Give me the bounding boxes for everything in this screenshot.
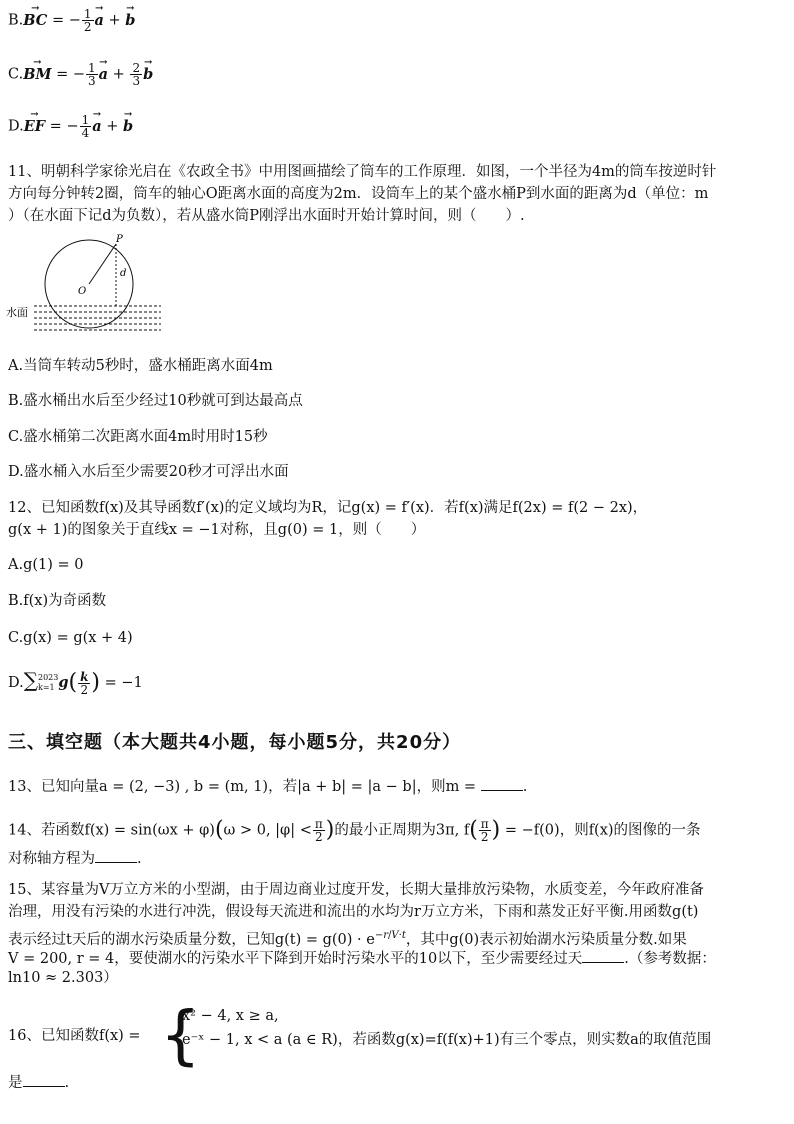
q10-option-b: B.→ BC = − $\frac{1}{2}$ → a + → b	[8, 8, 135, 33]
q11-option-b: B.盛水桶出水后至少经过10秒就可到达最高点	[8, 393, 303, 409]
q16-lead: 16、已知函数f(x) =	[8, 1028, 141, 1044]
q13-line: 13、已知向量a = (2, −3) , b = (m, 1)，若|a + b| = |a − b|，则m = .	[8, 776, 527, 797]
q11-line3: ）（在水面下记d为负数），若从盛水筒P刚浮出水面时开始计算时间，则（ ）.	[8, 208, 525, 224]
q16-case1: x² − 4, x ≥ a,	[182, 1008, 279, 1024]
q12-line2: g(x + 1)的图象关于直线x = −1对称，且g(0) = 1，则（ ）	[8, 522, 426, 538]
q16-answer-blank[interactable]	[23, 1072, 65, 1087]
q14-line2: 对称轴方程为 .	[8, 848, 142, 869]
q10-option-c: C.→ BM = − $\frac{1}{3}$ → a + $\frac{2}{3}$ → b	[8, 62, 153, 87]
waterwheel-figure	[6, 232, 166, 338]
fig-label-o: O	[78, 286, 87, 297]
q16-brace: {	[160, 999, 201, 1073]
q11-option-a: A.当筒车转动5秒时，盛水桶距离水面4m	[8, 358, 273, 374]
section-title-fill-in: 三、填空题（本大题共4小题，每小题5分，共20分）	[8, 732, 462, 753]
q12-option-b: B.f(x)为奇函数	[8, 593, 107, 609]
q14-answer-blank[interactable]	[95, 848, 137, 863]
q15-line3: 表示经过t天后的湖水污染质量分数，已知$g(t) = g(0) \cdot e^{-r/V\cdot t}$，其中g(0)表示初始湖水污染质量分数.如果	[8, 930, 687, 948]
q16-line2: 是 .	[8, 1072, 69, 1093]
q10-option-d: D.→ EF = − $\frac{1}{4}$ → a + → b	[8, 114, 133, 139]
q12-line1: 12、已知函数f(x)及其导函数f′(x)的定义域均为R，记g(x) = f′(x)．若f(x)满足f(2x) = f(2 − 2x)，	[8, 500, 648, 516]
q14-line1: 14、若函数f(x) = sin(ωx + φ)(ω > 0, |φ| < $\frac{\pi}{2}$ )的最小正周期为3π, f( $\frac{\pi}{2}$ ) = −f(0)，则f(x)的图像的一条	[8, 817, 701, 844]
q12-option-c: C.g(x) = g(x + 4)	[8, 630, 133, 646]
fig-label-water: 水面	[6, 306, 28, 319]
fig-label-d: d	[120, 268, 127, 279]
q13-answer-blank[interactable]	[481, 776, 523, 791]
q12-option-d: D.∑ 2023 k=1 g( $\frac{k}{2}$ ) = −1	[8, 668, 143, 697]
q11-option-c: C.盛水桶第二次距离水面4m时用时15秒	[8, 429, 268, 445]
fig-label-p: P	[116, 234, 123, 245]
q15-line1: 15、某容量为V万立方米的小型湖，由于周边商业过度开发，长期大量排放污染物，水质变差，今年政府准备	[8, 882, 704, 898]
q12-option-a: A.g(1) = 0	[8, 557, 84, 573]
q11-line1: 11、明朝科学家徐光启在《农政全书》中用图画描绘了筒车的工作原理．如图，一个半径为4m的筒车按逆时针	[8, 164, 717, 180]
q15-answer-blank[interactable]	[582, 948, 624, 963]
q15-line4: V = 200, r = 4，要使湖水的污染水平下降到开始时污染水平的10以下，至少需要经过天 .（参考数据：	[8, 948, 716, 969]
q11-option-d: D.盛水桶入水后至少需要20秒才可浮出水面	[8, 464, 289, 480]
q15-line5: ln10 ≈ 2.303）	[8, 970, 118, 986]
q15-line2: 治理，用没有污染的水进行冲洗，假设每天流进和流出的水均为r万立方米，下雨和蒸发正好平衡.用函数g(t)	[8, 904, 699, 920]
q11-line2: 方向每分钟转2圈，筒车的轴心O距离水面的高度为2m．设筒车上的某个盛水桶P到水面的距离为d（单位：m	[8, 186, 709, 202]
q16-case2: e⁻ˣ − 1, x < a (a ∈ R)，若函数g(x)=f(f(x)+1)有三个零点，则实数a的取值范围	[182, 1032, 712, 1048]
